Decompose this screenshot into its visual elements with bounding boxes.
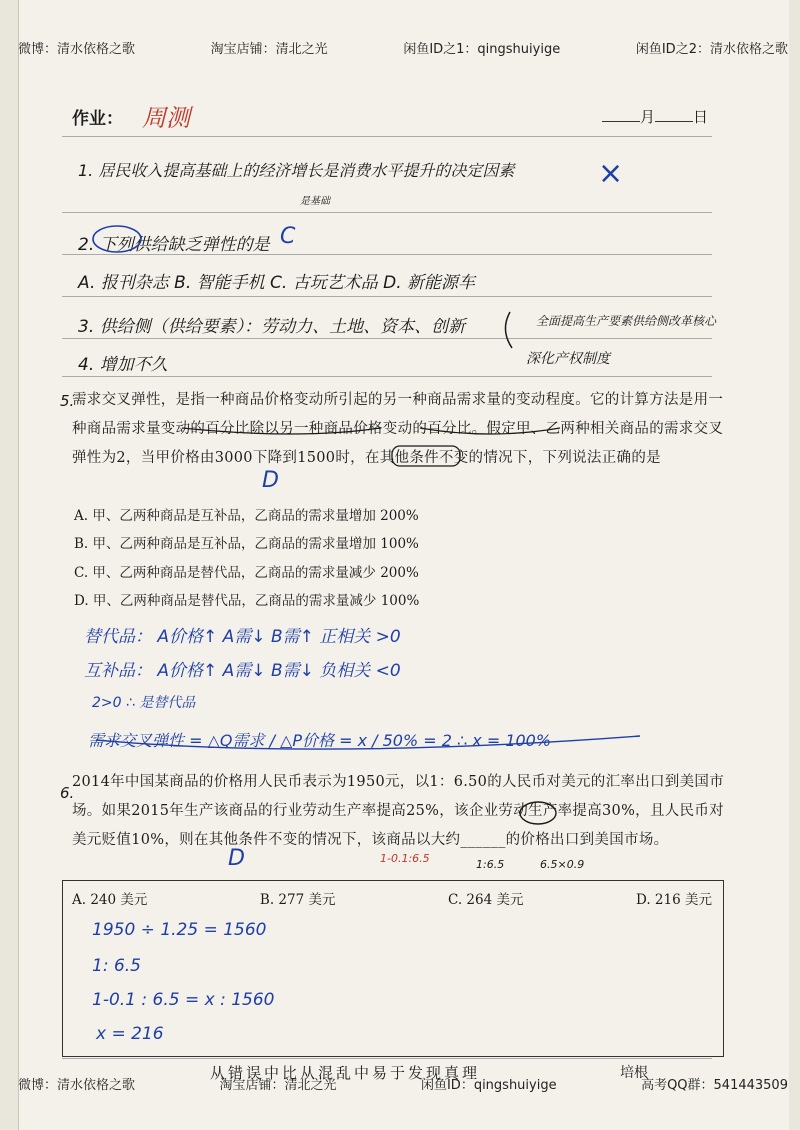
q6-answer: D (228, 846, 245, 871)
footer-source: 培根 (620, 1065, 648, 1081)
q5-note-substitute: 替代品： A价格↑ A需↓ B需↑ 正相关 >0 (84, 627, 401, 647)
q6-option-b: B. 277 美元 (259, 892, 336, 908)
q6-option-a: A. 240 美元 (72, 892, 148, 908)
footer-xianyu: 闲鱼ID：qingshuiyige (420, 1078, 557, 1093)
q5-note-conclusion: 2>0 ∴ 是替代品 (92, 695, 196, 711)
q6-work-2: 1: 6.5 (92, 956, 141, 976)
hw-q2-options: A. 报刊杂志 B. 智能手机 C. 古玩艺术品 D. 新能源车 (78, 273, 476, 293)
q5-option-b: B. 甲、乙两种商品是互补品，乙商品的需求量增加 100% (74, 536, 419, 552)
hw-q3: 3. 供给侧（供给要素）：劳动力、土地、资本、创新 (78, 317, 466, 337)
hw-q2-answer: C (280, 224, 296, 249)
q6-number: 6. (60, 784, 75, 802)
q5-option-c: C. 甲、乙两种商品是替代品，乙商品的需求量减少 200% (74, 565, 419, 581)
hw-q3-side: 全面提高生产要素供给侧改革核心 (536, 314, 717, 328)
q6-options (72, 888, 712, 908)
hw-q1: 1. 居民收入提高基础上的经济增长是消费水平提升的决定因素 (78, 161, 515, 180)
q6-note-1: 1-0.1:6.5 (380, 852, 430, 865)
rule-line (62, 212, 712, 213)
rule-line (62, 136, 712, 137)
q5-note-complement: 互补品： A价格↑ A需↓ B需↓ 负相关 <0 (84, 661, 401, 681)
q6-work-3: 1-0.1 : 6.5 = x : 1560 (92, 990, 275, 1010)
q5-option-d: D. 甲、乙两种商品是替代品，乙商品的需求量减少 100% (74, 593, 420, 609)
q5-number: 5. (60, 392, 75, 410)
hw-q1-mark: × (598, 156, 624, 191)
hw-q2: 2. 下列供给缺乏弹性的是 (78, 235, 270, 255)
homework-title: 周测 (142, 104, 190, 132)
q6-work-4: x = 216 (96, 1024, 164, 1044)
top-banner (18, 38, 788, 57)
hw-q4: 4. 增加不久 (78, 355, 168, 375)
footer-motto: 从错误中比从混乱中易于发现真理 (210, 1064, 481, 1082)
q5-text: 需求交叉弹性，是指一种商品价格变动所引起的另一种商品需求量的变动程度。它的计算方法是用一种商品需求量变动的百分比除以另一种商品价格变动的百分比。假定甲、乙两种相关商品的需求交叉弹性为2，当甲价格由3000下降到1500时，在其他条件不变的情况下，下列说法正确的是 (72, 392, 724, 466)
q5-option-a: A. 甲、乙两种商品是互补品，乙商品的需求量增加 200% (74, 508, 419, 524)
q6-note-3: 6.5×0.9 (540, 858, 585, 871)
banner-xianyu-2: 闲鱼ID之2：清水依格之歌 (635, 42, 788, 57)
hw-q1-note: 是基础 (300, 196, 330, 207)
q6-option-d: D. 216 美元 (636, 892, 712, 908)
footer-qq: 高考QQ群：541443509 (641, 1078, 788, 1093)
month-label: 月 (639, 108, 655, 126)
footer-weibo: 微博：清水依格之歌 (18, 1078, 136, 1093)
q6-option-c: C. 264 美元 (447, 892, 524, 908)
hw-q4-side: 深化产权制度 (526, 351, 610, 367)
q5-note-formula: 需求交叉弹性 = △Q需求 / △P价格 = x / 50% = 2 ∴ x = 100% (88, 731, 552, 750)
q5-answer: D (262, 468, 279, 493)
banner-weibo: 微博：清水依格之歌 (18, 42, 136, 57)
bottom-banner (18, 1074, 788, 1093)
q6-work-1: 1950 ÷ 1.25 = 1560 (92, 920, 267, 940)
banner-taobao: 淘宝店铺：清北之光 (210, 42, 328, 57)
rule-line (62, 296, 712, 297)
footer-taobao: 淘宝店铺：清北之光 (219, 1078, 337, 1093)
rule-line (62, 338, 712, 339)
footer-rule (62, 1058, 712, 1059)
q6-note-2: 1:6.5 (476, 858, 505, 871)
rule-line (62, 376, 712, 377)
day-label: 日 (692, 108, 708, 126)
homework-label: 作业： (72, 109, 123, 129)
q6-text: 2014年中国某商品的价格用人民币表示为1950元，以1：6.50的人民币对美元的汇率出口到美国市场。如果2015年生产该商品的行业劳动生产率提高25%，该企业劳动生产率提高30%，且人民币对美元贬值10%，则在其他条件不变的情况下，该商品以大约______的价格出口到美国市场。 (72, 774, 725, 848)
banner-xianyu-1: 闲鱼ID之1：qingshuiyige (403, 42, 561, 57)
date-field (602, 106, 708, 127)
homework-header (72, 104, 708, 132)
